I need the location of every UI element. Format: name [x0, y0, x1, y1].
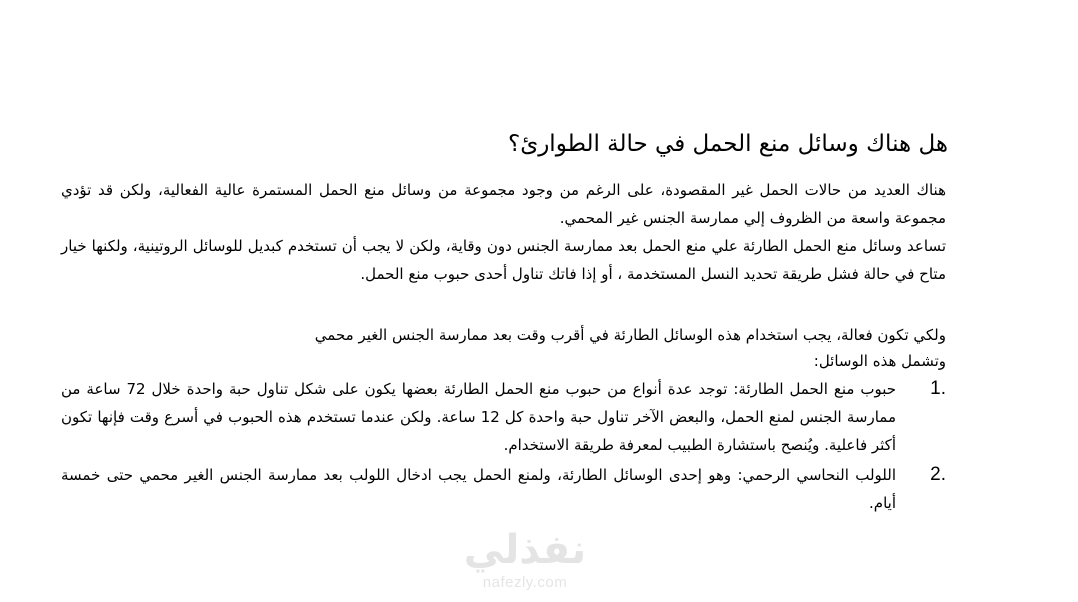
list-item-text: اللولب النحاسي الرحمي: وهو إحدى الوسائل الطارئة، ولمنع الحمل يجب ادخال اللولب بعد ممارسة الجنس الغير محمي حتى خمسة أيام. [61, 466, 896, 512]
slide-title: هل هناك وسائل منع الحمل في حالة الطوارئ؟ [507, 131, 948, 157]
list-item-text: حبوب منع الحمل الطارئة: توجد عدة أنواع من حبوب منع الحمل الطارئة بعضها يكون على شكل تناول حبة واحدة خلال 72 ساعة من ممارسة الجنس لمنع الحمل، والبعض الآخر تناول حبة واحدة كل 12 ساعة. ولكن عندما تستخدم هذه الحبوب في أسرع وقت فإنها تكون أكثر فاعلية. ويُنصح باستشارة الطبيب لمعرفة طريقة الاستخدام. [61, 380, 896, 454]
list-item-number: 2. [930, 464, 946, 485]
watermark-logo-text: نفذلي [463, 527, 587, 573]
watermark-logo [455, 525, 595, 600]
effectiveness-paragraph [61, 322, 946, 374]
intro-paragraph: هناك العديد من حالات الحمل غير المقصودة، على الرغم من وجود مجموعة من وسائل منع الحمل المستمرة عالية الفعالية، ولكن قد تؤدي مجموعة واسعة من الظروف إلي ممارسة الجنس غير المحمي. [61, 181, 946, 227]
list-item [61, 375, 946, 459]
methods-list [61, 375, 946, 519]
emergency-contraception-paragraph: تساعد وسائل منع الحمل الطارئة علي منع الحمل بعد ممارسة الجنس دون وقاية، ولكن لا يجب أن تستخدم كبديل للوسائل الروتينية، ولكنها خيار متاح في حالة فشل طريقة تحديد النسل المستخدمة ، أو إذا فاتك تناول أحدى حبوب منع الحمل. [61, 237, 946, 283]
list-item-number: 1. [930, 378, 946, 399]
list-item [61, 461, 946, 517]
methods-intro-line: وتشمل هذه الوسائل: [813, 352, 946, 370]
watermark-url: nafezly.com [482, 574, 568, 591]
effectiveness-line: ولكي تكون فعالة، يجب استخدام هذه الوسائل الطارئة في أقرب وقت بعد ممارسة الجنس الغير محمي [314, 326, 946, 344]
